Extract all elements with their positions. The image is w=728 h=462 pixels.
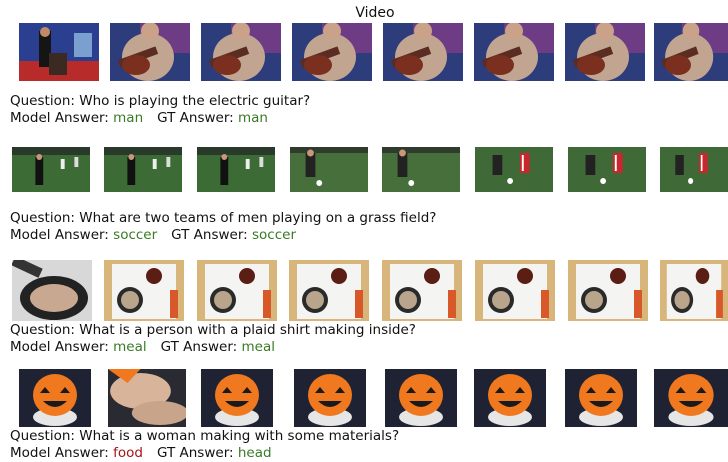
gt-answer-label: GT Answer: (171, 227, 252, 243)
question-prefix: Question: (10, 93, 80, 109)
soccer-player-frame (290, 147, 368, 192)
question-prefix: Question: (10, 322, 80, 338)
qa-block-1 (10, 93, 310, 127)
soccer-tackle-frame (660, 147, 728, 192)
soccer-player-frame (382, 147, 460, 192)
question-text: What is a woman making with some materials? (79, 428, 400, 444)
pumpkin-frame (19, 369, 91, 427)
gt-answer-value: man (237, 110, 268, 126)
answer-line (10, 339, 416, 356)
guitarist-frame (110, 23, 190, 81)
model-answer-label: Model Answer: (10, 110, 114, 126)
model-answer-value: meal (113, 339, 147, 355)
gt-answer-label: GT Answer: (157, 445, 238, 461)
page-title: Video (355, 5, 395, 21)
gt-answer-value: meal (241, 339, 275, 355)
question-prefix: Question: (10, 428, 80, 444)
soccer-field-frame (197, 147, 275, 192)
gt-answer-value: soccer (252, 227, 296, 243)
qa-block-2 (10, 210, 436, 244)
question-text: Who is playing the electric guitar? (79, 93, 311, 109)
qa-block-4 (10, 428, 399, 462)
model-answer-value: man (113, 110, 144, 126)
pumpkin-frame (385, 369, 457, 427)
guitarist-frame (201, 23, 281, 81)
guitarist-frame (292, 23, 372, 81)
question-line (10, 428, 399, 445)
question-text: What is a person with a plaid shirt making inside? (79, 322, 416, 338)
cooking-overhead-frame (289, 260, 369, 321)
model-answer-value: soccer (113, 227, 158, 243)
qa-block-3 (10, 322, 416, 356)
answer-line (10, 227, 436, 244)
soccer-tackle-frame (475, 147, 553, 192)
gt-answer-label: GT Answer: (157, 110, 238, 126)
cooking-overhead-frame (197, 260, 277, 321)
soccer-field-frame (104, 147, 182, 192)
answer-line (10, 110, 310, 127)
pumpkin-frame (201, 369, 273, 427)
question-line (10, 210, 436, 227)
cooking-overhead-frame (660, 260, 728, 321)
stage-speaker-frame (19, 23, 99, 81)
model-answer-value: food (113, 445, 143, 461)
cooking-overhead-frame (104, 260, 184, 321)
question-line (10, 322, 416, 339)
question-line (10, 93, 310, 110)
soccer-tackle-frame (568, 147, 646, 192)
guitarist-frame (565, 23, 645, 81)
soccer-field-frame (12, 147, 90, 192)
pumpkin-frame (565, 369, 637, 427)
gt-answer-label: GT Answer: (160, 339, 242, 355)
guitarist-frame (474, 23, 554, 81)
hands-frame (108, 369, 186, 427)
cooking-overhead-frame (568, 260, 648, 321)
pumpkin-frame (654, 369, 728, 427)
cooking-overhead-frame (475, 260, 555, 321)
question-prefix: Question: (10, 210, 80, 226)
guitarist-frame (654, 23, 728, 81)
guitarist-frame (383, 23, 463, 81)
model-answer-label: Model Answer: (10, 339, 114, 355)
model-answer-label: Model Answer: (10, 445, 114, 461)
cooking-overhead-frame (382, 260, 462, 321)
gt-answer-value: head (237, 445, 272, 461)
pumpkin-frame (474, 369, 546, 427)
question-text: What are two teams of men playing on a grass field? (79, 210, 437, 226)
pumpkin-frame (294, 369, 366, 427)
model-answer-label: Model Answer: (10, 227, 114, 243)
wok-closeup-frame (12, 260, 92, 321)
answer-line (10, 445, 399, 462)
